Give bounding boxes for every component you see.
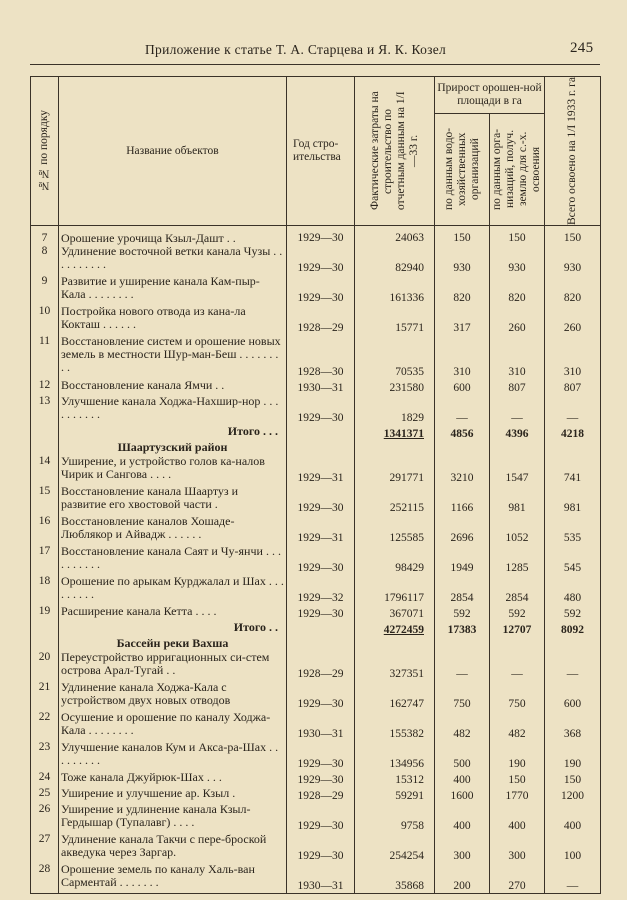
object-name: Уширение и улучшение ар. Кзыл .	[59, 787, 287, 803]
growth-agri-orgs: 270	[490, 863, 545, 893]
table-row	[31, 545, 601, 575]
object-name: Тоже канала Джуйрюк-Шах . . .	[59, 771, 287, 787]
construction-year: 1929—30	[287, 803, 355, 833]
growth-water-orgs: 300	[435, 833, 490, 863]
actual-cost: 291771	[355, 455, 435, 485]
growth-agri-orgs: 807	[490, 379, 545, 395]
table-row	[31, 863, 601, 893]
table-row	[31, 833, 601, 863]
table-row	[31, 681, 601, 711]
growth-agri-orgs	[490, 441, 545, 455]
section-row	[31, 441, 601, 455]
growth-agri-orgs: 2854	[490, 575, 545, 605]
actual-cost: 35868	[355, 863, 435, 893]
actual-cost: 59291	[355, 787, 435, 803]
total-mastered: —	[545, 395, 601, 425]
construction-year	[287, 637, 355, 651]
actual-cost: 9758	[355, 803, 435, 833]
construction-year: 1929—30	[287, 245, 355, 275]
actual-cost: 15312	[355, 771, 435, 787]
table-row	[31, 395, 601, 425]
total-mastered: 190	[545, 741, 601, 771]
table-row	[31, 275, 601, 305]
row-number: 20	[31, 651, 59, 681]
actual-cost: 161336	[355, 275, 435, 305]
growth-water-orgs: 3210	[435, 455, 490, 485]
growth-agri-orgs: 482	[490, 711, 545, 741]
construction-year: 1930—31	[287, 863, 355, 893]
growth-agri-orgs: 12707	[490, 621, 545, 637]
actual-cost: 1796117	[355, 575, 435, 605]
total-mastered: 930	[545, 245, 601, 275]
growth-water-orgs: 317	[435, 305, 490, 335]
growth-water-orgs	[435, 637, 490, 651]
col-header-name: Название объектов	[59, 77, 287, 226]
object-name: Орошение по арыкам Курджалал и Шах . . . . . . . . .	[59, 575, 287, 605]
growth-agri-orgs: 150	[490, 771, 545, 787]
growth-agri-orgs: 4396	[490, 425, 545, 441]
construction-year: 1929—31	[287, 455, 355, 485]
growth-agri-orgs: —	[490, 395, 545, 425]
table-row	[31, 787, 601, 803]
actual-cost: 70535	[355, 335, 435, 379]
actual-cost: 155382	[355, 711, 435, 741]
row-number: 23	[31, 741, 59, 771]
total-mastered: 8092	[545, 621, 601, 637]
page-number: 245	[570, 40, 594, 56]
construction-year: 1930—31	[287, 379, 355, 395]
growth-agri-orgs: 592	[490, 605, 545, 621]
object-name: Итого . .	[59, 621, 287, 637]
construction-year	[287, 441, 355, 455]
growth-water-orgs: 400	[435, 803, 490, 833]
row-number: 16	[31, 515, 59, 545]
section-row	[31, 637, 601, 651]
growth-water-orgs: 2696	[435, 515, 490, 545]
row-number: 13	[31, 395, 59, 425]
growth-agri-orgs: 300	[490, 833, 545, 863]
actual-cost: 327351	[355, 651, 435, 681]
object-name: Бассейн реки Вахша	[59, 637, 287, 651]
total-mastered: 592	[545, 605, 601, 621]
row-number: 12	[31, 379, 59, 395]
object-name: Удлинение канала Ходжа-Кала с устройством двух новых отводов	[59, 681, 287, 711]
row-number: 14	[31, 455, 59, 485]
total-mastered: 981	[545, 485, 601, 515]
construction-year: 1929—30	[287, 395, 355, 425]
actual-cost: 367071	[355, 605, 435, 621]
row-number: 18	[31, 575, 59, 605]
growth-water-orgs: 482	[435, 711, 490, 741]
total-mastered: 150	[545, 226, 601, 246]
total-mastered: 100	[545, 833, 601, 863]
total-mastered	[545, 637, 601, 651]
object-name: Орошение земель по каналу Халь-ван Сарментай . . . . . . .	[59, 863, 287, 893]
actual-cost: 254254	[355, 833, 435, 863]
row-number: 19	[31, 605, 59, 621]
total-mastered: 600	[545, 681, 601, 711]
table-row	[31, 803, 601, 833]
growth-agri-orgs	[490, 637, 545, 651]
table-row	[31, 379, 601, 395]
table-row	[31, 575, 601, 605]
construction-year: 1928—29	[287, 651, 355, 681]
actual-cost: 4272459	[355, 621, 435, 637]
row-number: 7	[31, 226, 59, 246]
growth-water-orgs: 592	[435, 605, 490, 621]
total-mastered: 741	[545, 455, 601, 485]
actual-cost: 82940	[355, 245, 435, 275]
growth-water-orgs: 500	[435, 741, 490, 771]
growth-water-orgs: 930	[435, 245, 490, 275]
total-mastered: 4218	[545, 425, 601, 441]
total-mastered: 480	[545, 575, 601, 605]
col-header-num: №№ по порядку	[31, 77, 59, 226]
construction-year	[287, 425, 355, 441]
actual-cost: 1341371	[355, 425, 435, 441]
growth-agri-orgs: 1285	[490, 545, 545, 575]
table-row	[31, 605, 601, 621]
table-row	[31, 771, 601, 787]
row-number: 11	[31, 335, 59, 379]
row-number: 8	[31, 245, 59, 275]
table-row	[31, 305, 601, 335]
object-name: Осушение и орошение по каналу Ходжа-Кала . . . . . . . .	[59, 711, 287, 741]
object-name: Восстановление канала Шаартуз и развитие его хвостовой части .	[59, 485, 287, 515]
actual-cost: 98429	[355, 545, 435, 575]
row-number: 9	[31, 275, 59, 305]
row-number: 21	[31, 681, 59, 711]
table-row	[31, 335, 601, 379]
construction-year: 1928—29	[287, 787, 355, 803]
actual-cost: 162747	[355, 681, 435, 711]
growth-agri-orgs: 1052	[490, 515, 545, 545]
row-number	[31, 441, 59, 455]
table-row	[31, 226, 601, 246]
object-name: Восстановление канала Саят и Чу-янчи . . . . . . . . . .	[59, 545, 287, 575]
table-row	[31, 651, 601, 681]
growth-agri-orgs: 930	[490, 245, 545, 275]
running-title: Приложение к статье Т. А. Старцева и Я. К. Козел	[145, 42, 447, 57]
row-number: 15	[31, 485, 59, 515]
growth-agri-orgs: 820	[490, 275, 545, 305]
construction-year: 1929—31	[287, 515, 355, 545]
growth-water-orgs: 200	[435, 863, 490, 893]
growth-agri-orgs: 1547	[490, 455, 545, 485]
object-name: Восстановление каналов Хошаде-Люблякор и Айвадж . . . . . .	[59, 515, 287, 545]
object-name: Улучшение каналов Кум и Акса-ра-Шах . . . . . . . . .	[59, 741, 287, 771]
construction-year: 1929—30	[287, 833, 355, 863]
construction-year: 1929—32	[287, 575, 355, 605]
table-body	[31, 226, 601, 894]
object-name: Восстановление систем и орошение новых земель в местности Шур-ман-Беш . . . . . . . . .	[59, 335, 287, 379]
actual-cost	[355, 637, 435, 651]
construction-year: 1929—30	[287, 485, 355, 515]
row-number: 24	[31, 771, 59, 787]
table-row	[31, 485, 601, 515]
growth-water-orgs: —	[435, 651, 490, 681]
table-row	[31, 711, 601, 741]
table-row	[31, 515, 601, 545]
growth-agri-orgs: 190	[490, 741, 545, 771]
row-number: 26	[31, 803, 59, 833]
construction-year: 1929—30	[287, 741, 355, 771]
growth-water-orgs: 1166	[435, 485, 490, 515]
object-name: Орошение урочища Кзыл-Дашт . .	[59, 226, 287, 246]
row-number: 25	[31, 787, 59, 803]
col-header-growth-water: по данным водо-хозяйственных организаций	[435, 113, 490, 225]
total-mastered: 820	[545, 275, 601, 305]
col-header-growth-agri: по данным орга-низаций, получ. землю для с.-х. освоения	[490, 113, 545, 225]
table-row	[31, 741, 601, 771]
col-header-year: Год стро-ительства	[287, 77, 355, 226]
object-name: Удлинение восточной ветки канала Чузы . . . . . . . . . .	[59, 245, 287, 275]
object-name: Развитие и уширение канала Кам-пыр-Кала . . . . . . . .	[59, 275, 287, 305]
actual-cost: 1829	[355, 395, 435, 425]
construction-year: 1929—30	[287, 545, 355, 575]
col-header-total-mastered: Всего освоено на 1/I 1933 г. га	[545, 77, 601, 226]
table-row	[31, 455, 601, 485]
growth-water-orgs: 4856	[435, 425, 490, 441]
header-rule	[30, 64, 600, 65]
growth-water-orgs: 600	[435, 379, 490, 395]
actual-cost: 125585	[355, 515, 435, 545]
total-mastered: 545	[545, 545, 601, 575]
growth-agri-orgs: 981	[490, 485, 545, 515]
actual-cost: 134956	[355, 741, 435, 771]
col-header-growth: Прирост орошен-ной площади в га	[435, 77, 545, 114]
total-mastered: 150	[545, 771, 601, 787]
object-name: Удлинение канала Такчи с пере-броской акведука через Заргар.	[59, 833, 287, 863]
growth-water-orgs: 1600	[435, 787, 490, 803]
construction-year: 1930—31	[287, 711, 355, 741]
construction-year: 1929—30	[287, 771, 355, 787]
row-number	[31, 621, 59, 637]
growth-water-orgs: 750	[435, 681, 490, 711]
object-name: Восстановление канала Ямчи . .	[59, 379, 287, 395]
row-number: 28	[31, 863, 59, 893]
row-number: 22	[31, 711, 59, 741]
total-mastered: 310	[545, 335, 601, 379]
running-header	[0, 40, 627, 60]
object-name: Уширение и удлинение канала Кзыл-Гердышар (Тупалавг) . . . .	[59, 803, 287, 833]
total-mastered: 400	[545, 803, 601, 833]
total-mastered: 807	[545, 379, 601, 395]
growth-water-orgs: —	[435, 395, 490, 425]
actual-cost: 15771	[355, 305, 435, 335]
growth-agri-orgs: 400	[490, 803, 545, 833]
total-mastered: 1200	[545, 787, 601, 803]
growth-water-orgs: 310	[435, 335, 490, 379]
construction-year: 1928—30	[287, 335, 355, 379]
total-mastered: 260	[545, 305, 601, 335]
construction-year: 1928—29	[287, 305, 355, 335]
growth-agri-orgs: 750	[490, 681, 545, 711]
growth-water-orgs: 17383	[435, 621, 490, 637]
growth-water-orgs: 150	[435, 226, 490, 246]
construction-year: 1929—30	[287, 275, 355, 305]
total-row	[31, 621, 601, 637]
table-row	[31, 245, 601, 275]
row-number: 27	[31, 833, 59, 863]
growth-agri-orgs: 260	[490, 305, 545, 335]
object-name: Шаартузский район	[59, 441, 287, 455]
growth-water-orgs: 400	[435, 771, 490, 787]
total-mastered: 535	[545, 515, 601, 545]
growth-agri-orgs: 150	[490, 226, 545, 246]
total-row	[31, 425, 601, 441]
total-mastered: —	[545, 651, 601, 681]
object-name: Уширение, и устройство голов ка-налов Чирик и Сангова . . . .	[59, 455, 287, 485]
growth-water-orgs	[435, 441, 490, 455]
actual-cost	[355, 441, 435, 455]
growth-agri-orgs: 1770	[490, 787, 545, 803]
row-number: 10	[31, 305, 59, 335]
row-number	[31, 425, 59, 441]
construction-year: 1929—30	[287, 226, 355, 246]
row-number	[31, 637, 59, 651]
total-mastered: —	[545, 863, 601, 893]
construction-year: 1929—30	[287, 605, 355, 621]
irrigation-table	[30, 76, 601, 894]
growth-agri-orgs: 310	[490, 335, 545, 379]
total-mastered	[545, 441, 601, 455]
row-number: 17	[31, 545, 59, 575]
growth-water-orgs: 1949	[435, 545, 490, 575]
construction-year: 1929—30	[287, 681, 355, 711]
actual-cost: 24063	[355, 226, 435, 246]
object-name: Расширение канала Кетта . . . .	[59, 605, 287, 621]
actual-cost: 252115	[355, 485, 435, 515]
object-name: Переустройство ирригационных си-стем острова Арал-Тугай . .	[59, 651, 287, 681]
col-header-cost: Фактические затраты на строительство по отчетным данным на 1/I—33 г.	[355, 77, 435, 226]
object-name: Итого . . .	[59, 425, 287, 441]
construction-year	[287, 621, 355, 637]
object-name: Постройка нового отвода из кана-ла Кокташ . . . . . .	[59, 305, 287, 335]
growth-agri-orgs: —	[490, 651, 545, 681]
actual-cost: 231580	[355, 379, 435, 395]
growth-water-orgs: 2854	[435, 575, 490, 605]
object-name: Улучшение канала Ходжа-Нахшир-нор . . . . . . . . . .	[59, 395, 287, 425]
growth-water-orgs: 820	[435, 275, 490, 305]
total-mastered: 368	[545, 711, 601, 741]
